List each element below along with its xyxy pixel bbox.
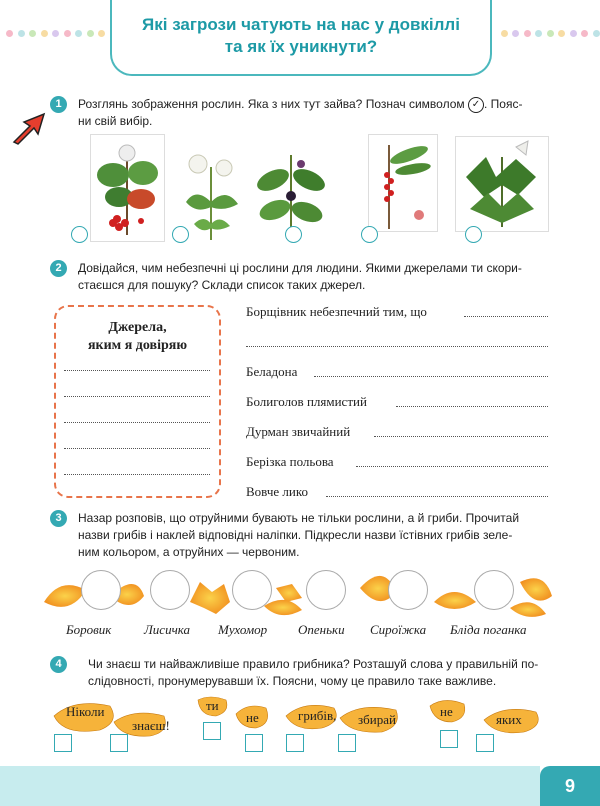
belladonna-answer-line[interactable] — [314, 376, 548, 377]
hemlock-answer-line[interactable] — [396, 406, 548, 407]
task-4-number: 4 — [50, 656, 67, 673]
word-ty: ти — [206, 698, 219, 713]
wolf-bast-answer-line[interactable] — [326, 496, 548, 497]
hogweed-answer-line-2[interactable] — [246, 346, 548, 347]
hogweed-answer-line-1[interactable] — [464, 316, 548, 317]
order-box-3[interactable] — [203, 722, 221, 740]
order-box-7[interactable] — [440, 730, 458, 748]
task-2-line-1: Довідайся, чим небезпечні ці рослини для людини. Якими джерелами ти скори- — [78, 261, 522, 275]
mushroom-label-blida-pohanka[interactable]: Бліда поганка — [450, 622, 527, 637]
page-number: 9 — [540, 766, 600, 806]
task-4-text — [88, 656, 583, 690]
task-1-line-1b: . Пояс- — [484, 97, 523, 111]
plant-image-datura — [455, 136, 549, 232]
plant-5-checkbox[interactable] — [465, 226, 482, 243]
source-line-3[interactable] — [64, 422, 210, 423]
task-1-text — [78, 96, 583, 130]
order-box-5[interactable] — [286, 734, 304, 752]
source-line-4[interactable] — [64, 448, 210, 449]
task-3-line-2: назви грибів і наклей відповідні наліпки. Підкресли назви їстівних грибів зеле- — [78, 528, 513, 542]
plant-row-belladonna: Беладона — [246, 364, 298, 379]
red-arrow-icon — [10, 110, 50, 146]
plant-row-datura: Дурман звичайний — [246, 424, 351, 439]
plant-2-checkbox[interactable] — [172, 226, 189, 243]
mushroom-label-borovyk[interactable]: Боровик — [66, 622, 112, 637]
plant-row-hogweed: Борщівник небезпечний тим, що — [246, 304, 427, 319]
sticker-slot-openky[interactable] — [306, 570, 346, 610]
task-2-line-2: стаєшся для пошуку? Склади список таких джерел. — [78, 278, 366, 292]
word-zbyray: збирай — [358, 712, 396, 727]
task-1-number: 1 — [50, 96, 67, 113]
bindweed-answer-line[interactable] — [356, 466, 548, 467]
plant-3-checkbox[interactable] — [285, 226, 302, 243]
task-3-line-1: Назар розповів, що отруйними бувають не тільки рослини, а й гриби. Прочитай — [78, 511, 520, 525]
title-box — [110, 0, 492, 76]
word-nikoly: Ніколи — [66, 704, 105, 719]
word-hrybiv: грибів, — [298, 708, 337, 723]
task-2-text — [78, 260, 583, 294]
sticker-slot-blida-pohanka[interactable] — [474, 570, 514, 610]
task-1-line-1a: Розглянь зображення рослин. Яка з них тут зайва? Познач символом — [78, 97, 465, 111]
plant-row-bindweed: Берізка польова — [246, 454, 334, 469]
word-ne-1: не — [246, 710, 259, 725]
sticker-slot-borovyk[interactable] — [81, 570, 121, 610]
order-box-2[interactable] — [110, 734, 128, 752]
task-2-number: 2 — [50, 260, 67, 277]
sticker-slot-lysychka[interactable] — [150, 570, 190, 610]
plant-1-checkbox[interactable] — [71, 226, 88, 243]
word-ne-2: не — [440, 704, 453, 719]
sources-box-title-2: яким я довіряю — [87, 338, 188, 353]
task-4-line-1: Чи знаєш ти найважливіше правило грибника? Розташуй слова у правильній по- — [88, 657, 539, 671]
sources-box — [54, 305, 221, 498]
sticker-slot-mukhomor[interactable] — [232, 570, 272, 610]
source-line-5[interactable] — [64, 474, 210, 475]
order-box-1[interactable] — [54, 734, 72, 752]
sticker-slot-syroizhka[interactable] — [388, 570, 428, 610]
word-yakykh: яких — [496, 712, 522, 727]
plant-row-hemlock: Болиголов плямистий — [246, 394, 367, 409]
mushroom-label-lysychka[interactable]: Лисичка — [144, 622, 191, 637]
source-line-1[interactable] — [64, 370, 210, 371]
order-box-8[interactable] — [476, 734, 494, 752]
task-3-text — [78, 510, 583, 561]
task-1-line-2: ни свій вибір. — [78, 114, 153, 128]
datura-answer-line[interactable] — [374, 436, 548, 437]
plant-4-checkbox[interactable] — [361, 226, 378, 243]
task-4-line-2: слідовності, пронумерувавши їх. Поясни, чому це правило таке важливе. — [88, 674, 497, 688]
plant-image-viburnum — [90, 134, 165, 242]
order-box-6[interactable] — [338, 734, 356, 752]
mushroom-label-syroizhka[interactable]: Сироїжка — [370, 622, 427, 637]
mushroom-label-mukhomor[interactable]: Мухомор — [218, 622, 268, 637]
footer-bar — [0, 766, 540, 806]
word-znayesh: знаєш! — [132, 718, 170, 733]
task-3-line-3: ним кольором, а отруйних — червоним. — [78, 545, 300, 559]
task-3-number: 3 — [50, 510, 67, 527]
source-line-2[interactable] — [64, 396, 210, 397]
sources-box-title-1: Джерела, — [108, 320, 167, 335]
plant-row-wolf-bast: Вовче лико — [246, 484, 308, 499]
mushroom-label-openky[interactable]: Опеньки — [298, 622, 345, 637]
check-symbol-icon: ✓ — [468, 97, 484, 113]
order-box-4[interactable] — [245, 734, 263, 752]
plant-image-belladonna — [255, 150, 327, 238]
page-title-line-2: та як їх уникнути? — [224, 37, 378, 56]
page-title-line-1: Які загрози чатують на нас у довкіллі — [142, 15, 460, 34]
plant-image-wolf-bast — [368, 134, 438, 232]
